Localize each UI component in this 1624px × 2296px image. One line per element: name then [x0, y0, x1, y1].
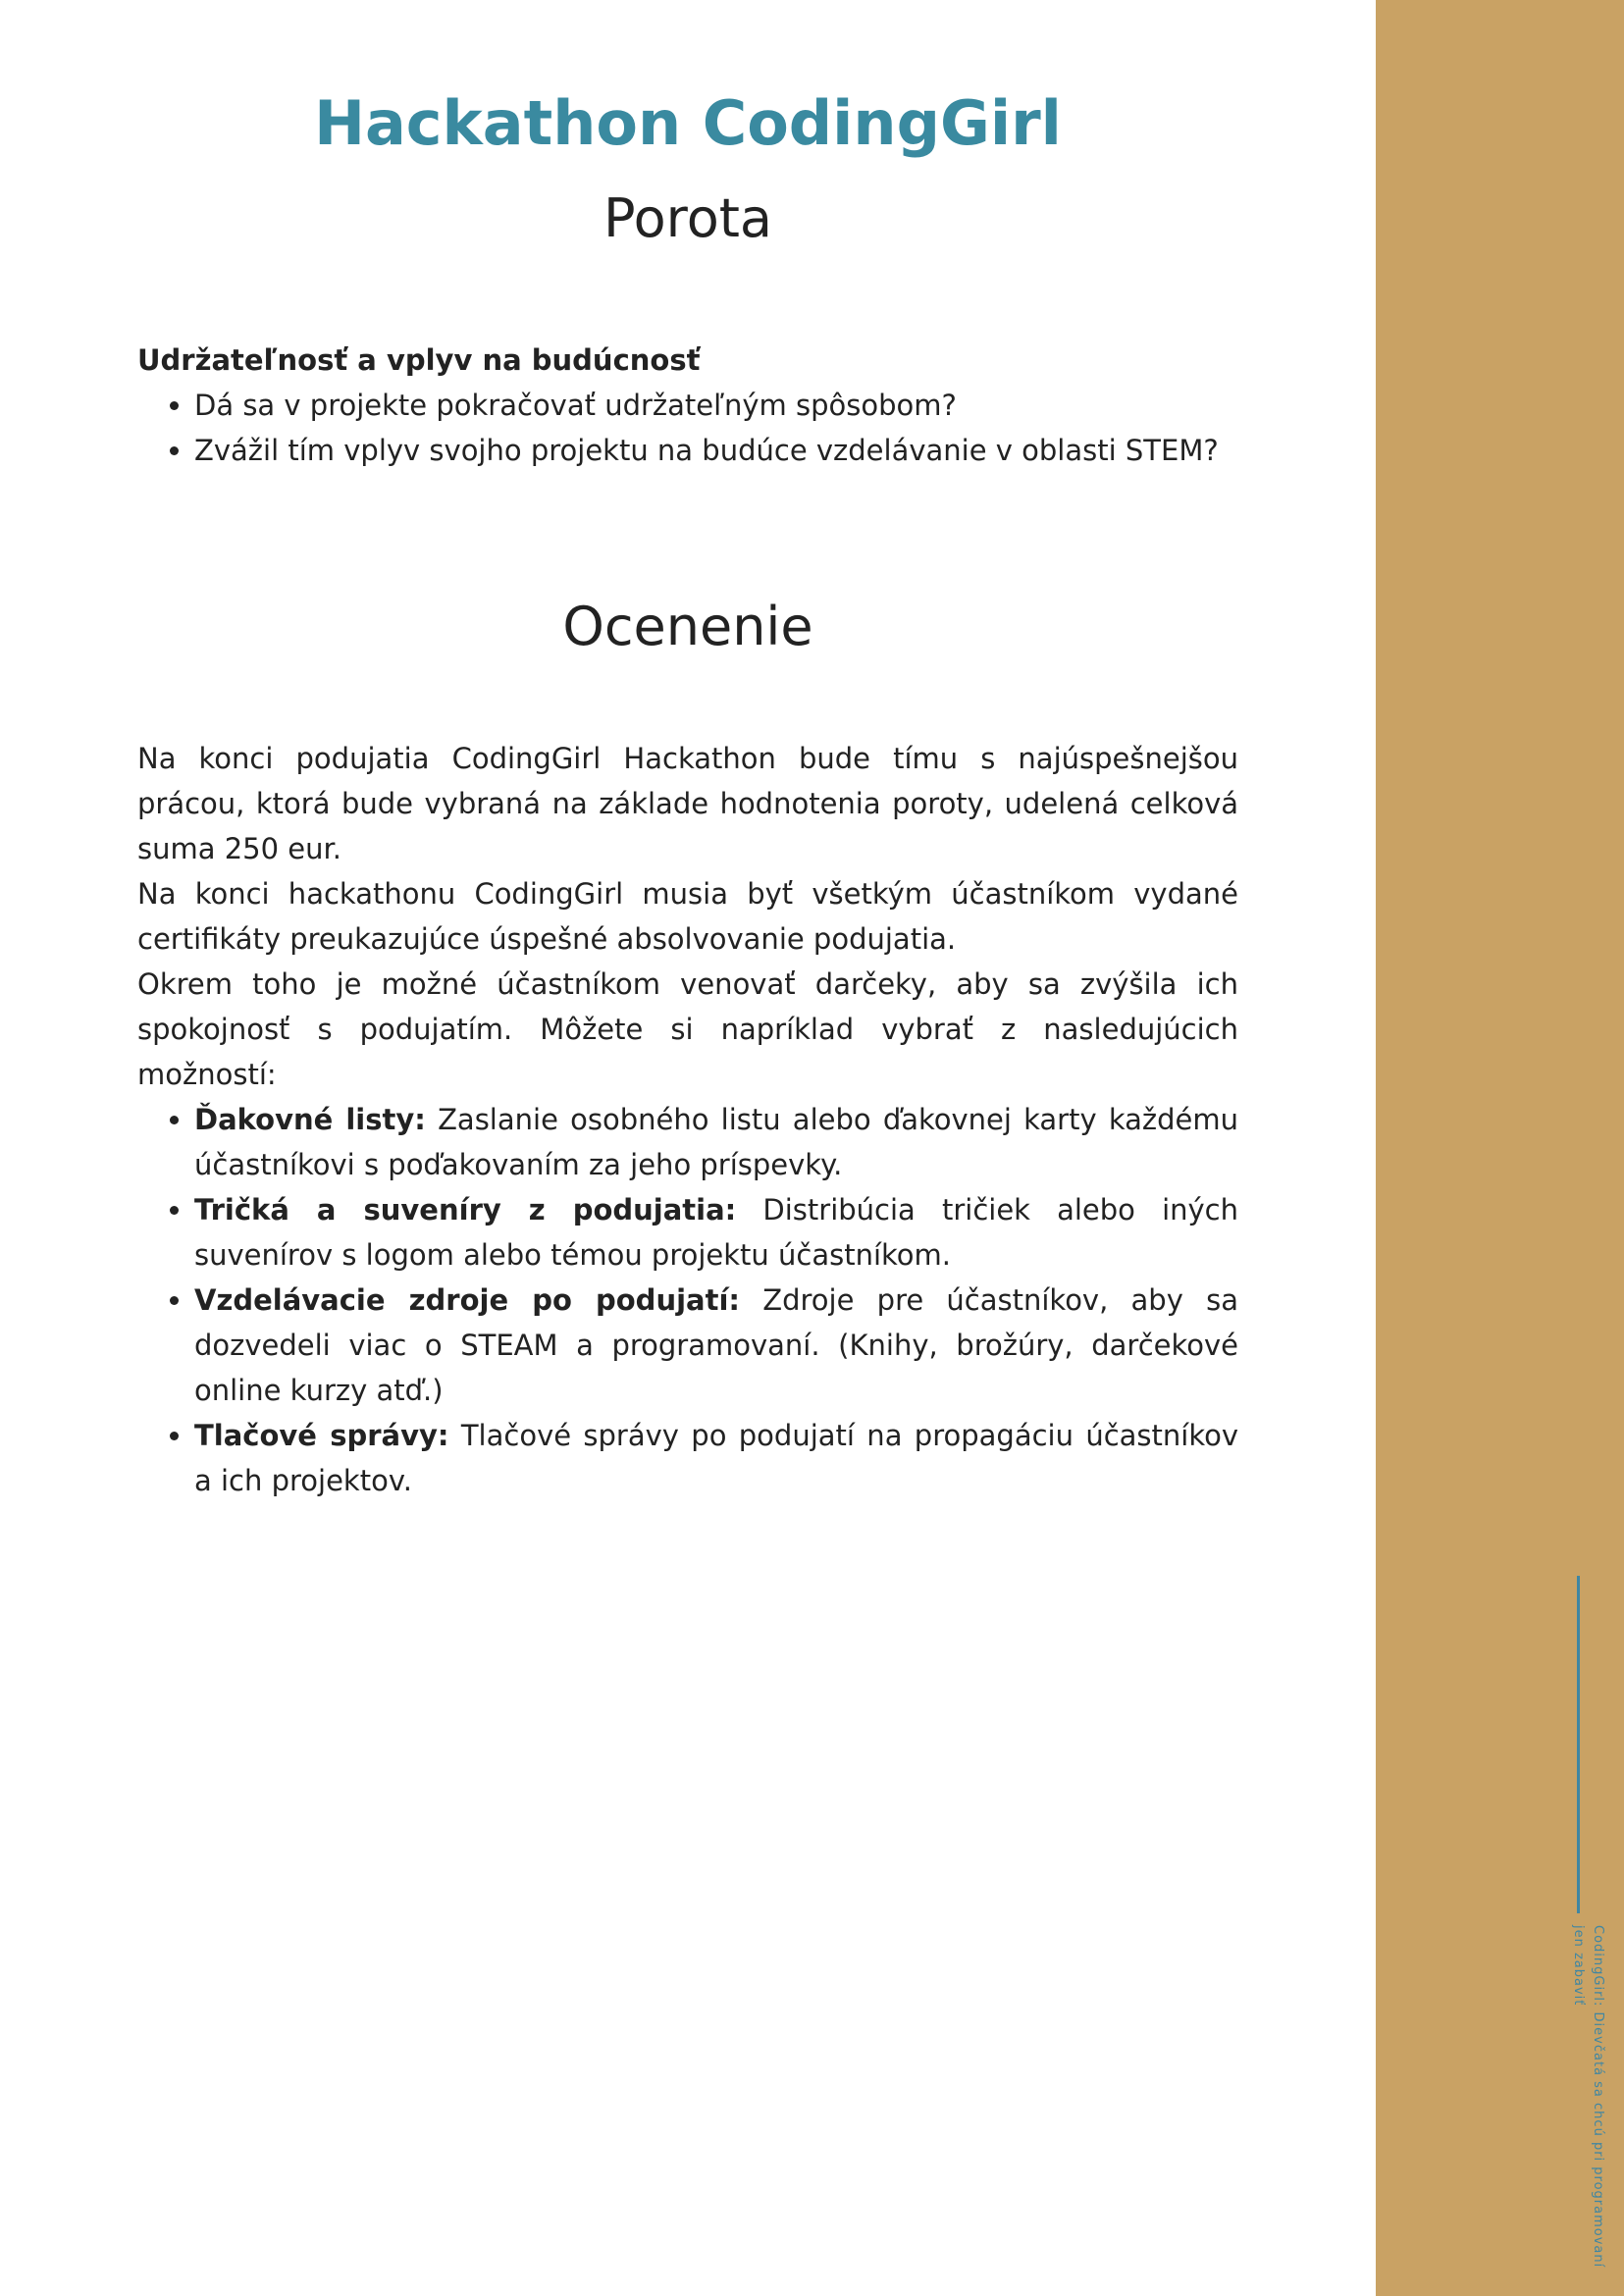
criterion-questions	[137, 383, 1238, 473]
paragraph: Na konci hackathonu CodingGirl musia byť všetkým účastníkom vydané certifikáty preukazujúce úspešné absolvovanie podujatia.	[137, 877, 1238, 956]
decorative-side-line	[1577, 1576, 1580, 1913]
option-text: Distribúcia tričiek alebo iných suvenírov s logom alebo témou projektu účastníkom.	[194, 1193, 1238, 1272]
paragraph: Okrem toho je možné účastníkom venovať darčeky, aby sa zvýšila ich spokojnosť s podujatím. Môžete si napríklad vybrať z nasledujúcich možností:	[137, 967, 1238, 1091]
list-item	[194, 1097, 1238, 1187]
list-item	[194, 1413, 1238, 1503]
paragraph: Na konci podujatia CodingGirl Hackathon bude tímu s najúspešnejšou prácou, ktorá bude vybraná na základe hodnotenia poroty, udelená celková suma 250 eur.	[137, 742, 1238, 865]
section-heading-ocenenie: Ocenenie	[562, 596, 813, 657]
section-heading-porota: Porota	[603, 187, 772, 249]
list-item: • Dá sa v projekte pokračovať udržateľným spôsobom?	[194, 383, 1238, 428]
criterion-title: Udržateľnosť a vplyv na budúcnosť	[137, 343, 701, 377]
list-item: • Zvážil tím vplyv svojho projektu na budúce vzdelávanie v oblasti STEM?	[194, 428, 1238, 473]
option-text: Tlačové správy po podujatí na propagáciu účastníkov a ich projektov.	[194, 1419, 1238, 1497]
option-label: Ďakovné listy:	[194, 1103, 426, 1136]
list-item	[194, 1187, 1238, 1278]
option-text: Zdroje pre účastníkov, aby sa dozvedeli viac o STEAM a programovaní. (Knihy, brožúry, darčekové online kurzy atď.)	[194, 1283, 1238, 1407]
option-label: Tričká a suveníry z podujatia:	[194, 1193, 737, 1226]
page-content	[137, 0, 1238, 1503]
reward-options	[137, 1097, 1238, 1503]
option-text: Zaslanie osobného listu alebo ďakovnej karty každému účastníkovi s poďakovaním za jeho príspevky.	[194, 1103, 1238, 1181]
option-label: Vzdelávacie zdroje po podujatí:	[194, 1283, 740, 1317]
list-item	[194, 1278, 1238, 1413]
document-title: Hackathon CodingGirl	[314, 87, 1062, 159]
option-label: Tlačové správy:	[194, 1419, 449, 1452]
sidebar-caption: CodingGirl: Dievčatá sa chcú pri programovaní jen zabaviť	[1571, 1925, 1605, 2269]
